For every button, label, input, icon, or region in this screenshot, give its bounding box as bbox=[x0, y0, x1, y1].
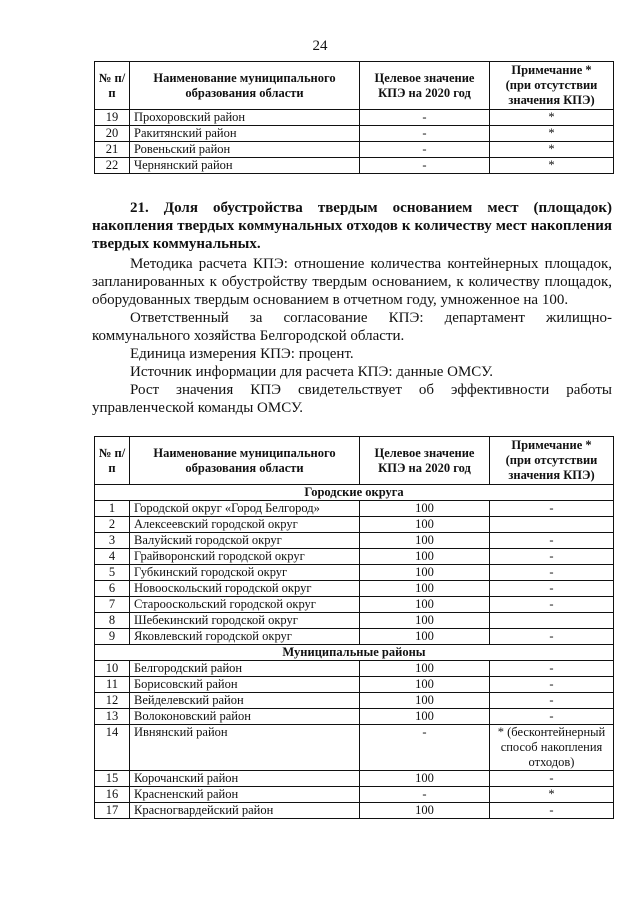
row-name: Прохоровский район bbox=[130, 110, 360, 126]
row-target-value: - bbox=[360, 725, 490, 771]
row-target-value: 100 bbox=[360, 693, 490, 709]
row-number: 14 bbox=[95, 725, 130, 771]
row-target-value: 100 bbox=[360, 597, 490, 613]
table-row bbox=[95, 126, 614, 142]
row-note: - bbox=[490, 709, 614, 725]
row-note bbox=[490, 517, 614, 533]
row-number: 19 bbox=[95, 110, 130, 126]
indicator-21-description bbox=[92, 199, 612, 417]
row-number: 2 bbox=[95, 517, 130, 533]
group-label: Муниципальные районы bbox=[95, 645, 614, 661]
group-row-urban-districts bbox=[95, 485, 614, 501]
header-name: Наименование муниципального образования области bbox=[130, 62, 360, 110]
source-text: Источник информации для расчета КПЭ: данные ОМСУ. bbox=[130, 364, 494, 380]
row-name: Волоконовский район bbox=[130, 709, 360, 725]
row-number: 7 bbox=[95, 597, 130, 613]
row-name: Белгородский район bbox=[130, 661, 360, 677]
table-row bbox=[95, 517, 614, 533]
table-row bbox=[95, 533, 614, 549]
row-name: Ивнянский район bbox=[130, 725, 360, 771]
row-target-value: 100 bbox=[360, 517, 490, 533]
row-number: 10 bbox=[95, 661, 130, 677]
row-target-value: 100 bbox=[360, 613, 490, 629]
row-name: Шебекинский городской округ bbox=[130, 613, 360, 629]
row-target-value: 100 bbox=[360, 565, 490, 581]
method-text: Методика расчета КПЭ: отношение количества контейнерных площадок, запланированных к обустройству твердым основанием, к количеству площадок, оборудованных твердым основанием в отчетном году, умноженное на 100. bbox=[92, 256, 612, 308]
row-note bbox=[490, 613, 614, 629]
header-target: Целевое значение КПЭ на 2020 год bbox=[360, 62, 490, 110]
row-target-value: - bbox=[360, 142, 490, 158]
header-note bbox=[490, 437, 614, 485]
table-row bbox=[95, 661, 614, 677]
row-note: * bbox=[490, 110, 614, 126]
row-name: Губкинский городской округ bbox=[130, 565, 360, 581]
row-name: Яковлевский городской округ bbox=[130, 629, 360, 645]
row-note: - bbox=[490, 581, 614, 597]
row-note: - bbox=[490, 629, 614, 645]
table-row bbox=[95, 581, 614, 597]
row-target-value: 100 bbox=[360, 501, 490, 517]
row-target-value: 100 bbox=[360, 661, 490, 677]
row-name: Новооскольский городской округ bbox=[130, 581, 360, 597]
table-row bbox=[95, 629, 614, 645]
row-name: Корочанский район bbox=[130, 771, 360, 787]
row-note: - bbox=[490, 693, 614, 709]
group-row-municipal-districts bbox=[95, 645, 614, 661]
row-number: 1 bbox=[95, 501, 130, 517]
row-name: Красненский район bbox=[130, 787, 360, 803]
header-num: № п/п bbox=[95, 62, 130, 110]
table-row bbox=[95, 787, 614, 803]
row-name: Красногвардейский район bbox=[130, 803, 360, 819]
table-row bbox=[95, 501, 614, 517]
row-target-value: 100 bbox=[360, 549, 490, 565]
row-note: - bbox=[490, 803, 614, 819]
row-target-value: 100 bbox=[360, 533, 490, 549]
row-note: - bbox=[490, 501, 614, 517]
header-note-sub: (при отсутствии значения КПЭ) bbox=[505, 453, 598, 482]
row-note: - bbox=[490, 677, 614, 693]
row-target-value: - bbox=[360, 110, 490, 126]
row-number: 6 bbox=[95, 581, 130, 597]
header-note-sub: (при отсутствии значения КПЭ) bbox=[505, 78, 598, 107]
row-number: 16 bbox=[95, 787, 130, 803]
row-note: * bbox=[490, 126, 614, 142]
row-target-value: - bbox=[360, 158, 490, 174]
row-number: 15 bbox=[95, 771, 130, 787]
row-note: - bbox=[490, 661, 614, 677]
row-name: Чернянский район bbox=[130, 158, 360, 174]
row-name: Валуйский городской округ bbox=[130, 533, 360, 549]
table-row bbox=[95, 110, 614, 126]
table-header-row bbox=[95, 62, 614, 110]
row-note: * bbox=[490, 158, 614, 174]
table-row bbox=[95, 565, 614, 581]
row-number: 22 bbox=[95, 158, 130, 174]
row-name: Ракитянский район bbox=[130, 126, 360, 142]
responsible-text: Ответственный за согласование КПЭ: департамент жилищно-коммунального хозяйства Белгородской области. bbox=[92, 310, 612, 344]
row-note: - bbox=[490, 549, 614, 565]
row-target-value: - bbox=[360, 126, 490, 142]
row-target-value: 100 bbox=[360, 677, 490, 693]
row-number: 20 bbox=[95, 126, 130, 142]
indicator-heading: 21. Доля обустройства твердым основанием мест (площадок) накопления твердых коммунальных отходов к количеству мест накопления твердых коммунальных. bbox=[92, 200, 612, 252]
header-num: № п/п bbox=[95, 437, 130, 485]
table-row bbox=[95, 725, 614, 771]
header-name: Наименование муниципального образования области bbox=[130, 437, 360, 485]
row-number: 4 bbox=[95, 549, 130, 565]
row-number: 5 bbox=[95, 565, 130, 581]
row-note: * bbox=[490, 787, 614, 803]
row-target-value: 100 bbox=[360, 581, 490, 597]
table-row bbox=[95, 693, 614, 709]
row-number: 9 bbox=[95, 629, 130, 645]
table-row bbox=[95, 803, 614, 819]
row-number: 17 bbox=[95, 803, 130, 819]
row-number: 3 bbox=[95, 533, 130, 549]
header-note bbox=[490, 62, 614, 110]
row-note: - bbox=[490, 565, 614, 581]
kpe-table-21 bbox=[94, 436, 614, 819]
row-note: * bbox=[490, 142, 614, 158]
kpe-table-continued bbox=[94, 61, 614, 174]
header-target: Целевое значение КПЭ на 2020 год bbox=[360, 437, 490, 485]
row-name: Вейделевский район bbox=[130, 693, 360, 709]
row-name: Борисовский район bbox=[130, 677, 360, 693]
table-row bbox=[95, 677, 614, 693]
table-row bbox=[95, 158, 614, 174]
row-name: Старооскольский городской округ bbox=[130, 597, 360, 613]
row-name: Городской округ «Город Белгород» bbox=[130, 501, 360, 517]
row-number: 11 bbox=[95, 677, 130, 693]
row-name: Грайворонский городской округ bbox=[130, 549, 360, 565]
table-row bbox=[95, 597, 614, 613]
row-number: 13 bbox=[95, 709, 130, 725]
row-target-value: 100 bbox=[360, 709, 490, 725]
row-number: 8 bbox=[95, 613, 130, 629]
row-target-value: - bbox=[360, 787, 490, 803]
row-name: Алексеевский городской округ bbox=[130, 517, 360, 533]
row-number: 12 bbox=[95, 693, 130, 709]
table-row bbox=[95, 549, 614, 565]
row-target-value: 100 bbox=[360, 803, 490, 819]
row-note: - bbox=[490, 771, 614, 787]
row-target-value: 100 bbox=[360, 771, 490, 787]
table-row bbox=[95, 142, 614, 158]
header-note-title: Примечание * bbox=[511, 63, 592, 77]
table-row bbox=[95, 771, 614, 787]
group-label: Городские округа bbox=[95, 485, 614, 501]
table-row bbox=[95, 709, 614, 725]
row-note: - bbox=[490, 533, 614, 549]
header-note-title: Примечание * bbox=[511, 438, 592, 452]
row-name: Ровеньский район bbox=[130, 142, 360, 158]
row-note: - bbox=[490, 597, 614, 613]
page-number: 24 bbox=[312, 38, 328, 54]
table-header-row bbox=[95, 437, 614, 485]
row-note: * (бесконтейнерный способ накопления отходов) bbox=[490, 725, 614, 771]
row-number: 21 bbox=[95, 142, 130, 158]
row-target-value: 100 bbox=[360, 629, 490, 645]
table-row bbox=[95, 613, 614, 629]
unit-text: Единица измерения КПЭ: процент. bbox=[130, 346, 354, 362]
growth-text: Рост значения КПЭ свидетельствует об эффективности работы управленческой команды ОМСУ. bbox=[92, 382, 612, 416]
